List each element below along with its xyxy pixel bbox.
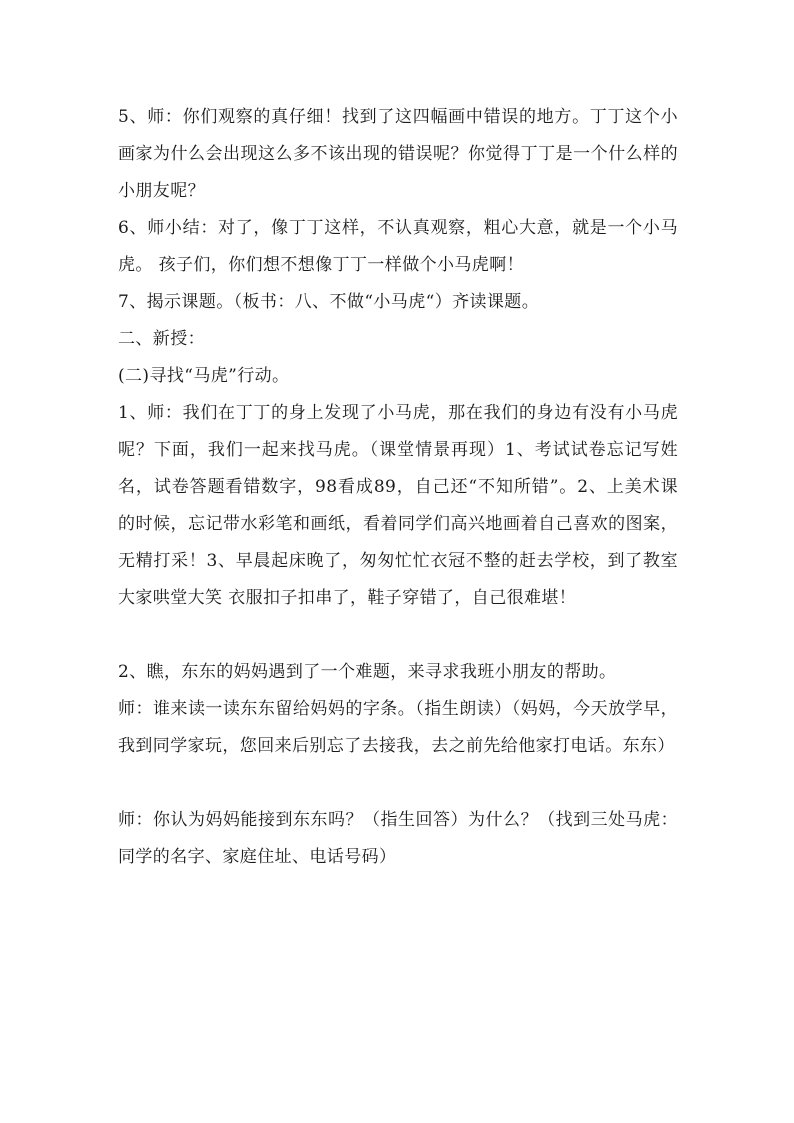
section-heading-new-lesson: 二、新授：	[118, 329, 205, 349]
paragraph-read-note: 师：谁来读一读东东留给妈妈的字条。（指生朗读）（妈妈，今天放学早，我到同学家玩，您回来后别忘了去接我，去之前先给他家打电话。东东）	[118, 699, 678, 756]
paragraph-7-reveal-topic: 7、揭示课题。（板书：八、不做“小马虎“）齐读课题。	[118, 292, 540, 312]
subsection-heading-search: (二)寻找“马虎”行动。	[118, 366, 290, 386]
paragraph-1-find-mahu: 1、师：我们在丁丁的身上发现了小马虎，那在我们的身边有没有小马虎呢？下面，我们一起来找马虎。（课堂情景再现）1、考试试卷忘记写姓名，试卷答题看错数字，98看成89，自己还“不知所错”。2、上美术课的时候，忘记带水彩笔和画纸，看着同学们高兴地画着自己喜欢的图案，无精打采！3、早晨起床晚了，匆匆忙忙衣冠不整的赶去学校，到了教室大家哄堂大笑 衣服扣子扣串了，鞋子穿错了，自己很难堪！	[118, 403, 678, 608]
paragraph-5-teacher-question: 5、师：你们观察的真仔细！找到了这四幅画中错误的地方。丁丁这个小画家为什么会出现这么多不该出现的错误呢？你觉得丁丁是一个什么样的小朋友呢？	[118, 107, 678, 201]
paragraph-can-mother-find: 师：你认为妈妈能接到东东吗？（指生回答）为什么？（找到三处马虎：同学的名字、家庭住址、电话号码）	[118, 810, 678, 867]
paragraph-6-teacher-summary: 6、师小结：对了，像丁丁这样，不认真观察，粗心大意，就是一个小马虎。 孩子们，你们想不想像丁丁一样做个小马虎啊！	[118, 218, 678, 275]
paragraph-2-dongdong-mother: 2、瞧，东东的妈妈遇到了一个难题，来寻求我班小朋友的帮助。	[118, 662, 617, 682]
